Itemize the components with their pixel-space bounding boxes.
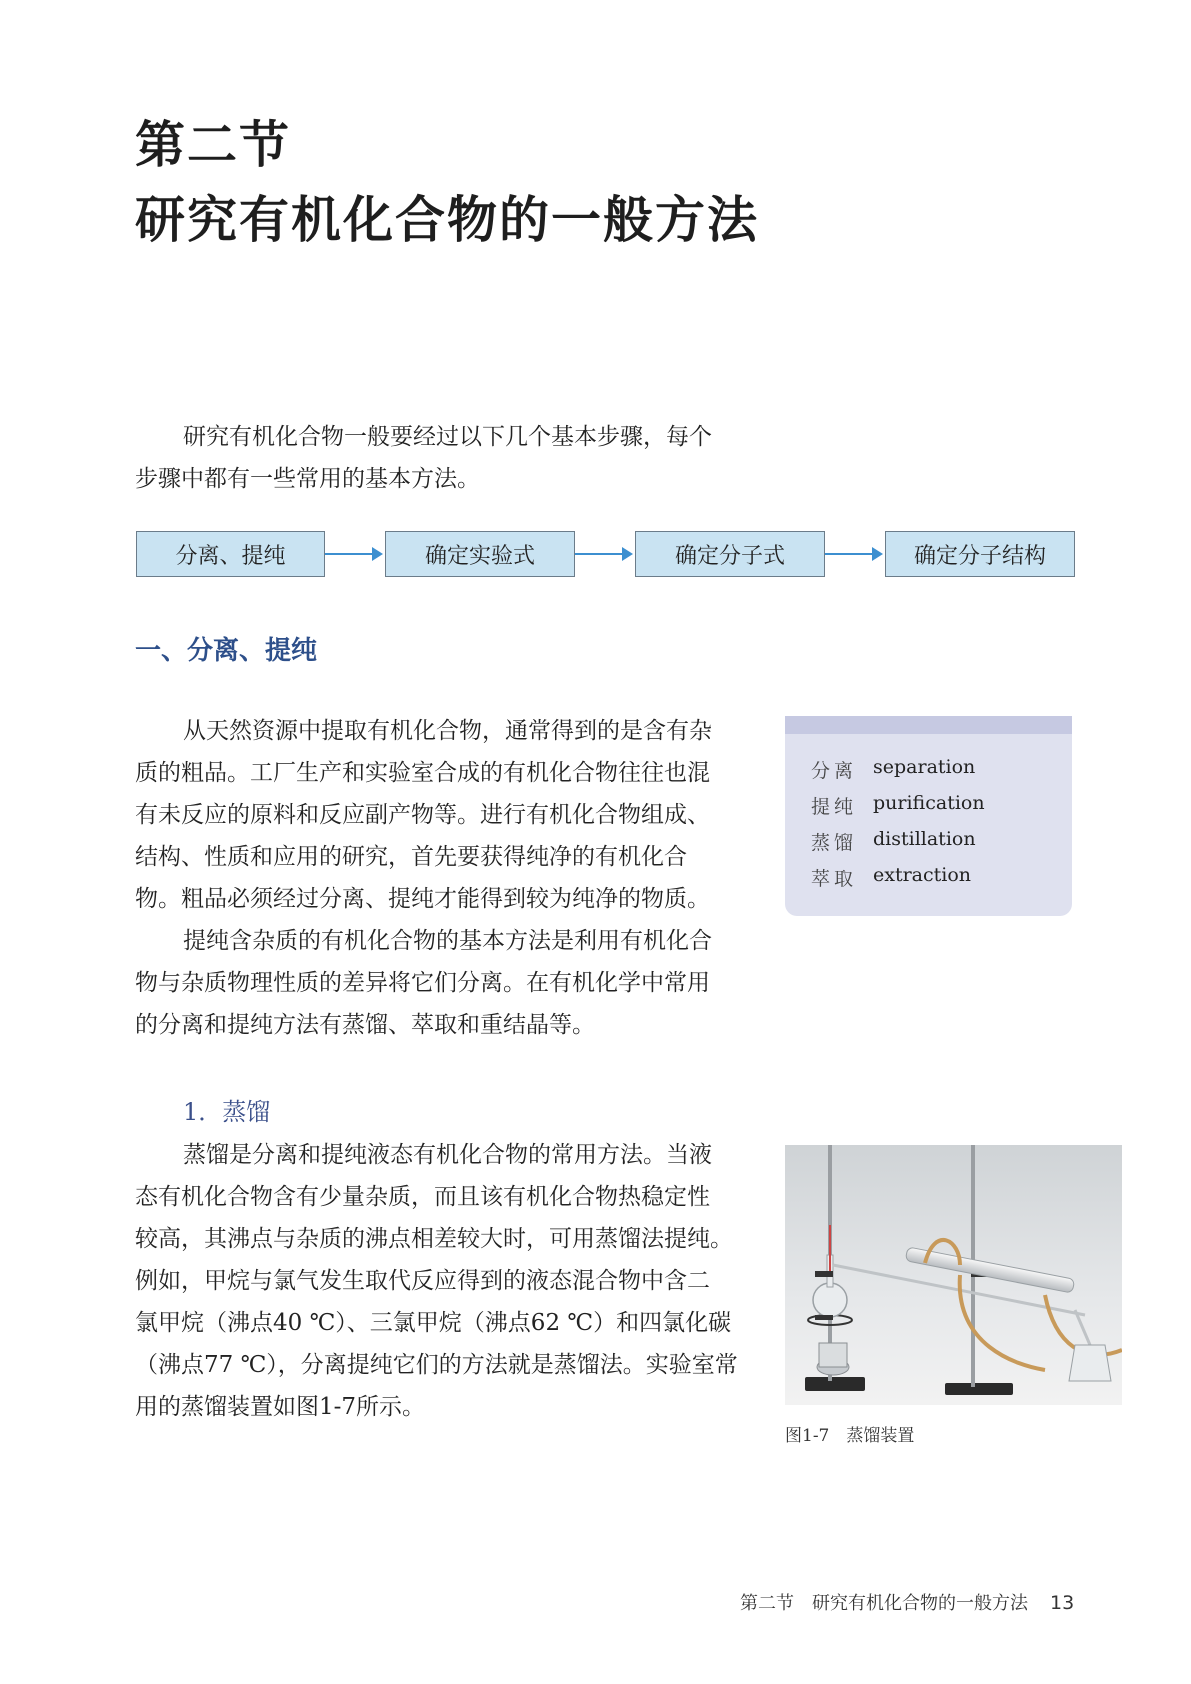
text-line: 较高，其沸点与杂质的沸点相差较大时，可用蒸馏法提纯。 [135,1226,733,1252]
vocab-chinese: 蒸馏 [811,832,858,854]
text-line: 物。粗品必须经过分离、提纯才能得到较为纯净的物质。 [135,886,710,912]
section-heading: 第二节 [135,115,291,174]
vocab-english: extraction [873,864,972,886]
intro-paragraph [135,416,775,500]
text-line: 用的蒸馏装置如图1-7所示。 [135,1394,426,1420]
vocabulary-box-header [785,716,1072,734]
text-line: 结构、性质和应用的研究，首先要获得纯净的有机化合 [135,844,687,870]
flow-arrow [325,553,381,555]
text-line: （沸点77 ℃），分离提纯它们的方法就是蒸馏法。实验室常 [135,1352,738,1378]
vocab-item [811,864,971,891]
flow-step: 确定分子结构 [885,531,1075,577]
distillation-apparatus-illustration [785,1145,1122,1405]
text-line: 氯甲烷（沸点40 ℃）、三氯甲烷（沸点62 ℃）和四氯化碳 [135,1310,732,1336]
text-line: 例如，甲烷与氯气发生取代反应得到的液态混合物中含二 [135,1268,710,1294]
intro-line: 步骤中都有一些常用的基本方法。 [135,466,480,492]
section-paragraph [135,710,755,1046]
text-line: 的分离和提纯方法有蒸馏、萃取和重结晶等。 [135,1012,595,1038]
page-footer [740,1589,1074,1615]
subsection-paragraph [135,1134,755,1428]
vocab-item [811,792,985,819]
vocab-english: separation [873,756,976,778]
text-line: 态有机化合物含有少量杂质，而且该有机化合物热稳定性 [135,1184,710,1210]
flow-step: 确定实验式 [385,531,575,577]
text-line: 从天然资源中提取有机化合物，通常得到的是含有杂 [183,718,712,744]
distillation-apparatus-photo [785,1145,1122,1405]
text-line: 质的粗品。工厂生产和实验室合成的有机化合物往往也混 [135,760,710,786]
vocab-chinese: 提纯 [811,796,858,818]
vocab-chinese: 分离 [811,760,858,782]
text-line: 蒸馏是分离和提纯液态有机化合物的常用方法。当液 [183,1142,712,1168]
subsection-title: 1．蒸馏 [183,1098,271,1126]
intro-line: 研究有机化合物一般要经过以下几个基本步骤，每个 [183,424,712,450]
vocab-english: purification [873,792,985,814]
figure-caption: 图1-7 蒸馏装置 [785,1426,915,1446]
section-title: 一、分离、提纯 [135,636,318,666]
page-title: 研究有机化合物的一般方法 [135,190,759,249]
flow-arrow [575,553,631,555]
text-line: 有未反应的原料和反应副产物等。进行有机化合物组成、 [135,802,710,828]
vocab-chinese: 萃取 [811,868,858,890]
text-line: 提纯含杂质的有机化合物的基本方法是利用有机化合 [183,928,712,954]
flow-step: 确定分子式 [635,531,825,577]
footer-chapter-title: 第二节 研究有机化合物的一般方法 [740,1593,1028,1614]
vocab-english: distillation [873,828,976,850]
vocabulary-box [785,716,1072,916]
text-line: 物与杂质物理性质的差异将它们分离。在有机化学中常用 [135,970,710,996]
flow-arrow [825,553,881,555]
vocab-item [811,828,976,855]
flow-step: 分离、提纯 [136,531,325,577]
vocab-item [811,756,975,783]
page-number: 13 [1050,1592,1075,1614]
